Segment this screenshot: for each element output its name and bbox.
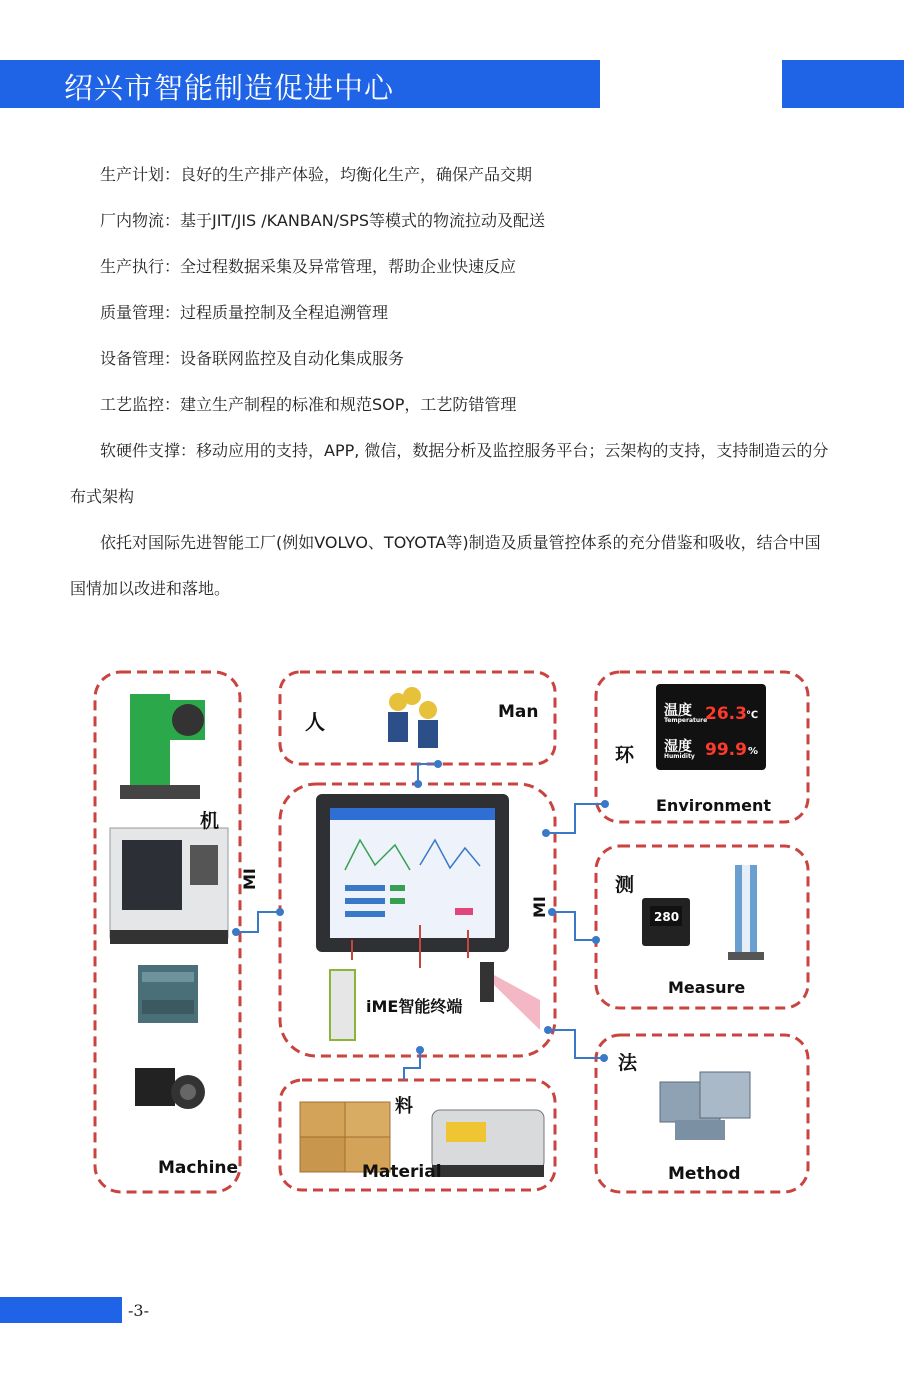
scanner-image [480,962,540,1030]
para-rely-1: 依托对国际先进智能工厂(例如VOLVO、TOYOTA等)制造及质量管控体系的充分借鉴和吸收，结合中国 [100,533,821,552]
gauge-value: 280 [654,910,680,924]
label-env-cn: 环 [615,744,635,766]
label-man-cn: 人 [305,710,325,734]
label-man-en: Man [498,702,539,722]
hum-label-cn: 湿度 [664,739,692,755]
page-title: 绍兴市智能制造促进中心 [64,71,395,105]
agv-image [432,1110,544,1177]
label-measure-cn: 测 [615,874,635,896]
label-env-en: Environment [656,796,772,815]
label-material-en: Material [362,1162,442,1182]
workers-image [388,687,438,748]
header-bar-right [782,60,904,108]
monitor-image [316,794,509,952]
label-machine-en: Machine [158,1158,239,1178]
label-method-cn: 法 [618,1052,638,1074]
dot-measure-2 [592,936,600,944]
dot-top-2 [434,760,442,768]
ime-diagram [0,640,904,1220]
label-method-en: Method [668,1164,741,1184]
diagram-svg [0,640,904,1220]
label-center: iME智能终端 [366,997,463,1016]
para-software-2: 布式架构 [70,487,135,506]
label-material-cn: 料 [395,1096,413,1117]
dot-method-1 [544,1026,552,1034]
temp-label-en: Temperature [664,717,708,724]
controller-image [330,970,355,1040]
label-measure-en: Measure [668,978,746,997]
dot-env-2 [601,800,609,808]
label-mi-right: MI [530,896,549,918]
plc-image [138,965,198,1023]
dot-env-1 [542,829,550,837]
dot-measure-1 [548,908,556,916]
para-execution: 生产执行：全过程数据采集及异常管理，帮助企业快速反应 [100,257,517,276]
para-plan: 生产计划：良好的生产排产体验，均衡化生产，确保产品交期 [100,165,533,184]
dot-method-2 [600,1054,608,1062]
temp-unit: ℃ [746,710,759,721]
dot-bottom [416,1046,424,1054]
hum-unit: % [748,746,759,757]
body-text [70,152,840,612]
cnc-machine-image [110,828,228,944]
dot-left-1 [232,928,240,936]
connector-left [236,912,280,932]
para-process: 工艺监控：建立生产制程的标准和规范SOP，工艺防错管理 [100,395,517,414]
hum-label-en: Humidity [664,753,695,760]
temp-label-cn: 温度 [664,703,692,719]
height-gauge-image [728,865,764,960]
connector-top [418,764,438,784]
footer-bar [0,1297,122,1323]
para-rely-2: 国情加以改进和落地。 [70,579,231,598]
para-software-1: 软硬件支撑：移动应用的支持，APP, 微信，数据分析及监控服务平台；云架构的支持，支持制造云的分 [100,441,829,460]
camera-image [135,1068,205,1109]
hum-value: 99.9 [705,740,747,760]
dot-top [414,780,422,788]
temp-value: 26.3 [705,704,747,724]
mold-image [660,1072,750,1140]
connector-measure [552,912,596,940]
page-number: -3- [128,1301,149,1320]
label-mi-left: MI [240,868,259,890]
label-machine-cn: 机 [200,810,220,832]
para-logistics: 厂内物流：基于JIT/JIS /KANBAN/SPS等模式的物流拉动及配送 [100,211,546,230]
para-quality: 质量管理：过程质量控制及全程追溯管理 [100,303,389,322]
para-equipment: 设备管理：设备联网监控及自动化集成服务 [100,349,405,368]
dot-left-2 [276,908,284,916]
press-machine-image [120,694,205,799]
